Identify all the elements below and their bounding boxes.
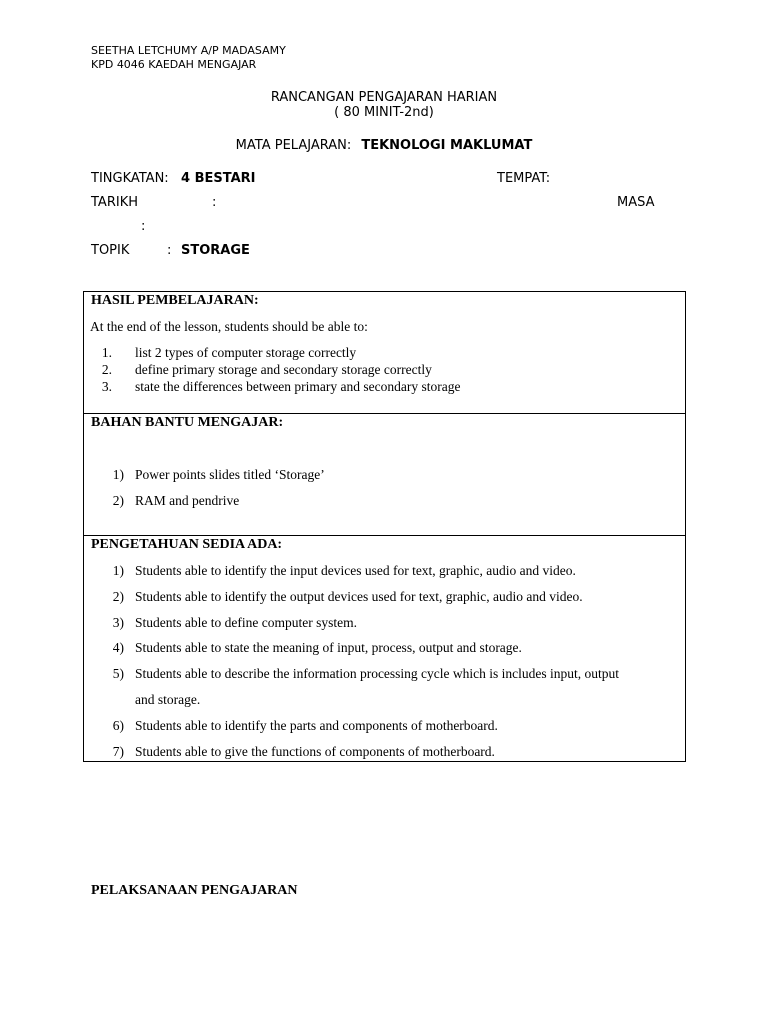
hasil-item: define primary storage and secondary storage correctly (135, 362, 432, 377)
topik-label: TOPIK (91, 243, 130, 258)
course-code: KPD 4046 KAEDAH MENGAJAR (91, 58, 257, 71)
hasil-heading: HASIL PEMBELAJARAN: (91, 293, 259, 308)
tarikh-label: TARIKH (91, 195, 138, 210)
pengetahuan-item: Students able to define computer system. (135, 615, 357, 630)
topik-value: STORAGE (181, 243, 250, 258)
masa-colon: : (141, 219, 146, 234)
hasil-item-num: 2. (101, 362, 112, 377)
subject-label: MATA PELAJARAN: (235, 138, 352, 153)
pengetahuan-item-num: 6) (112, 718, 124, 733)
hasil-item-num: 1. (101, 345, 112, 360)
hasil-item: list 2 types of computer storage correctly (135, 345, 357, 360)
pengetahuan-heading: PENGETAHUAN SEDIA ADA: (91, 537, 283, 552)
pengetahuan-item-num: 3) (112, 615, 124, 630)
pengetahuan-item: Students able to identify the parts and components of motherboard. (135, 718, 498, 733)
document-title: RANCANGAN PENGAJARAN HARIAN (270, 90, 498, 105)
pengetahuan-item: Students able to identify the input devices used for text, graphic, audio and video. (135, 563, 576, 578)
tempat-label: TEMPAT: (497, 171, 551, 186)
pengetahuan-item-num: 2) (112, 589, 124, 604)
tingkatan-label: TINGKATAN: (91, 171, 169, 186)
pengetahuan-item: Students able to identify the output devices used for text, graphic, audio and video. (135, 589, 583, 604)
pengetahuan-item-num: 7) (112, 744, 124, 759)
author-name: SEETHA LETCHUMY A/P MADASAMY (91, 44, 286, 57)
lesson-plan-table (83, 291, 686, 762)
topik-colon: : (167, 243, 172, 258)
bahan-section (84, 414, 685, 536)
bahan-item: RAM and pendrive (135, 493, 240, 508)
pelaksanaan-heading: PELAKSANAAN PENGAJARAN (91, 883, 298, 898)
bahan-item-num: 2) (112, 493, 124, 508)
hasil-item-num: 3. (101, 379, 112, 394)
pengetahuan-item-continuation: and storage. (135, 692, 201, 707)
bahan-heading: BAHAN BANTU MENGAJAR: (91, 415, 284, 430)
pengetahuan-item-num: 1) (112, 563, 124, 578)
hasil-section (84, 292, 685, 414)
bahan-item-num: 1) (112, 467, 124, 482)
hasil-item: state the differences between primary and secondary storage (135, 379, 461, 394)
pengetahuan-item: Students able to give the functions of components of motherboard. (135, 744, 495, 759)
pengetahuan-section (84, 536, 685, 762)
pengetahuan-item-num: 4) (112, 640, 124, 655)
bahan-item: Power points slides titled ‘Storage’ (135, 467, 325, 482)
subject-value: TEKNOLOGI MAKLUMAT (361, 138, 533, 153)
pengetahuan-item: Students able to describe the information processing cycle which is includes input, output (135, 666, 620, 681)
document-subtitle: ( 80 MINIT-2nd) (334, 105, 434, 120)
masa-label: MASA (617, 195, 655, 210)
subject-line (0, 138, 768, 153)
hasil-intro: At the end of the lesson, students should be able to: (90, 319, 368, 334)
tarikh-colon: : (212, 195, 217, 210)
tingkatan-value: 4 BESTARI (181, 171, 256, 186)
pengetahuan-item-num: 5) (112, 666, 124, 681)
pengetahuan-item: Students able to state the meaning of input, process, output and storage. (135, 640, 522, 655)
